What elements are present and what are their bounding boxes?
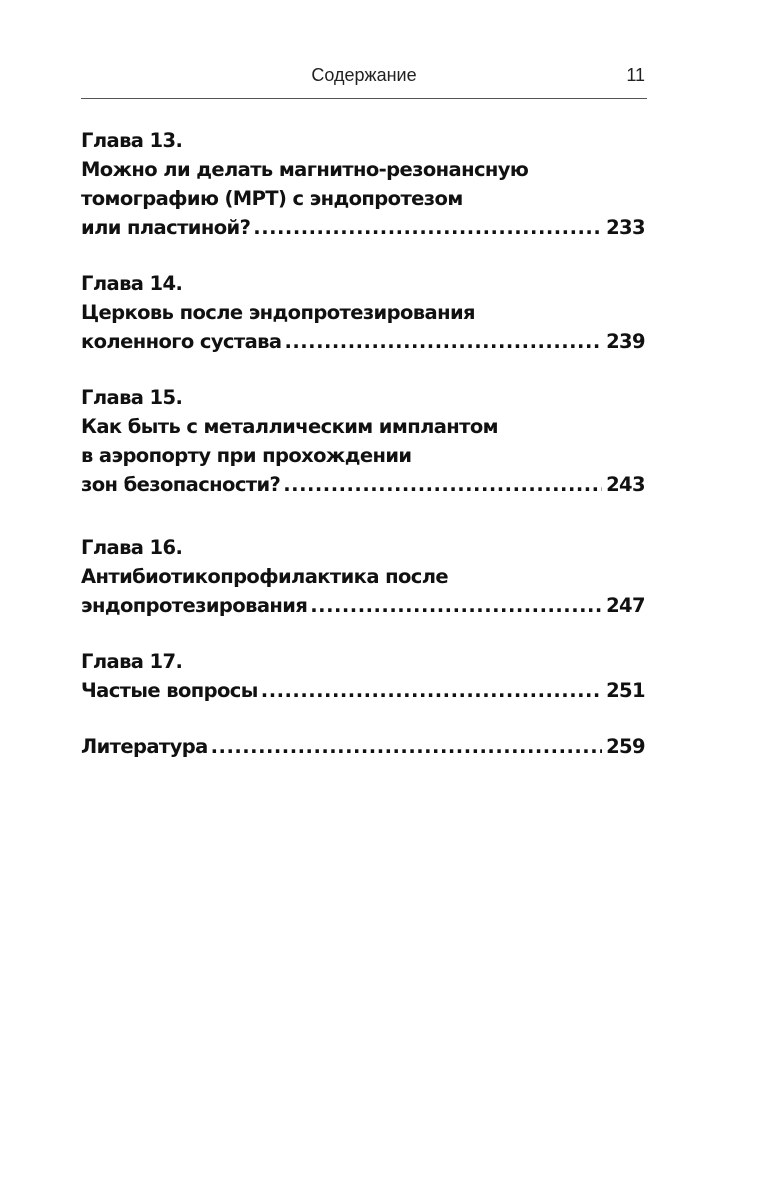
dot-leader xyxy=(253,213,602,242)
page-ref: 239 xyxy=(606,330,645,353)
chapter-title-line: в аэропорту при прохождении xyxy=(81,444,412,467)
chapter-title-last-line xyxy=(81,327,645,356)
toc-entry-chapter-14[interactable] xyxy=(81,269,645,356)
header-title: Содержание xyxy=(311,65,417,85)
chapter-title-last-line xyxy=(81,213,645,242)
chapter-label: Глава 17. xyxy=(81,650,183,673)
dot-leader xyxy=(283,470,602,499)
chapter-label: Глава 14. xyxy=(81,272,183,295)
toc-entry-chapter-16[interactable] xyxy=(81,533,645,620)
page-ref: 251 xyxy=(606,679,645,702)
chapter-title-line: Церковь после эндопротезирования xyxy=(81,301,475,324)
chapter-title-line: Как быть с металлическим имплантом xyxy=(81,415,499,438)
chapter-title-end: зон безопасности? xyxy=(81,473,281,496)
toc-entry-literature[interactable] xyxy=(81,732,645,761)
running-header xyxy=(81,62,647,99)
chapter-label: Глава 16. xyxy=(81,536,183,559)
chapter-title-line: Антибиотикопрофилактика после xyxy=(81,565,449,588)
chapter-title-last-line xyxy=(81,470,645,499)
chapter-title-last-line xyxy=(81,676,645,705)
literature-title: Литература xyxy=(81,735,208,758)
chapter-label: Глава 15. xyxy=(81,386,183,409)
chapter-title-end: Частые вопросы xyxy=(81,679,258,702)
page-ref: 243 xyxy=(606,473,645,496)
chapter-title-end: эндопротезирования xyxy=(81,594,308,617)
page-number: 11 xyxy=(626,65,645,85)
toc-entry-chapter-15[interactable] xyxy=(81,383,645,499)
dot-leader xyxy=(211,732,602,761)
chapter-label: Глава 13. xyxy=(81,129,183,152)
chapter-title-end: коленного сустава xyxy=(81,330,282,353)
dot-leader xyxy=(261,676,602,705)
dot-leader xyxy=(310,591,602,620)
literature-line xyxy=(81,732,645,761)
toc-entry-chapter-17[interactable] xyxy=(81,647,645,705)
chapter-title-line: томографию (МРТ) с эндопротезом xyxy=(81,187,463,210)
chapter-title-line: Можно ли делать магнитно-резонансную xyxy=(81,158,529,181)
dot-leader xyxy=(284,327,602,356)
page-ref: 259 xyxy=(606,735,645,758)
toc-entry-chapter-13[interactable] xyxy=(81,126,645,242)
chapter-title-last-line xyxy=(81,591,645,620)
page-ref: 247 xyxy=(606,594,645,617)
chapter-title-end: или пластиной? xyxy=(81,216,251,239)
page-ref: 233 xyxy=(606,216,645,239)
